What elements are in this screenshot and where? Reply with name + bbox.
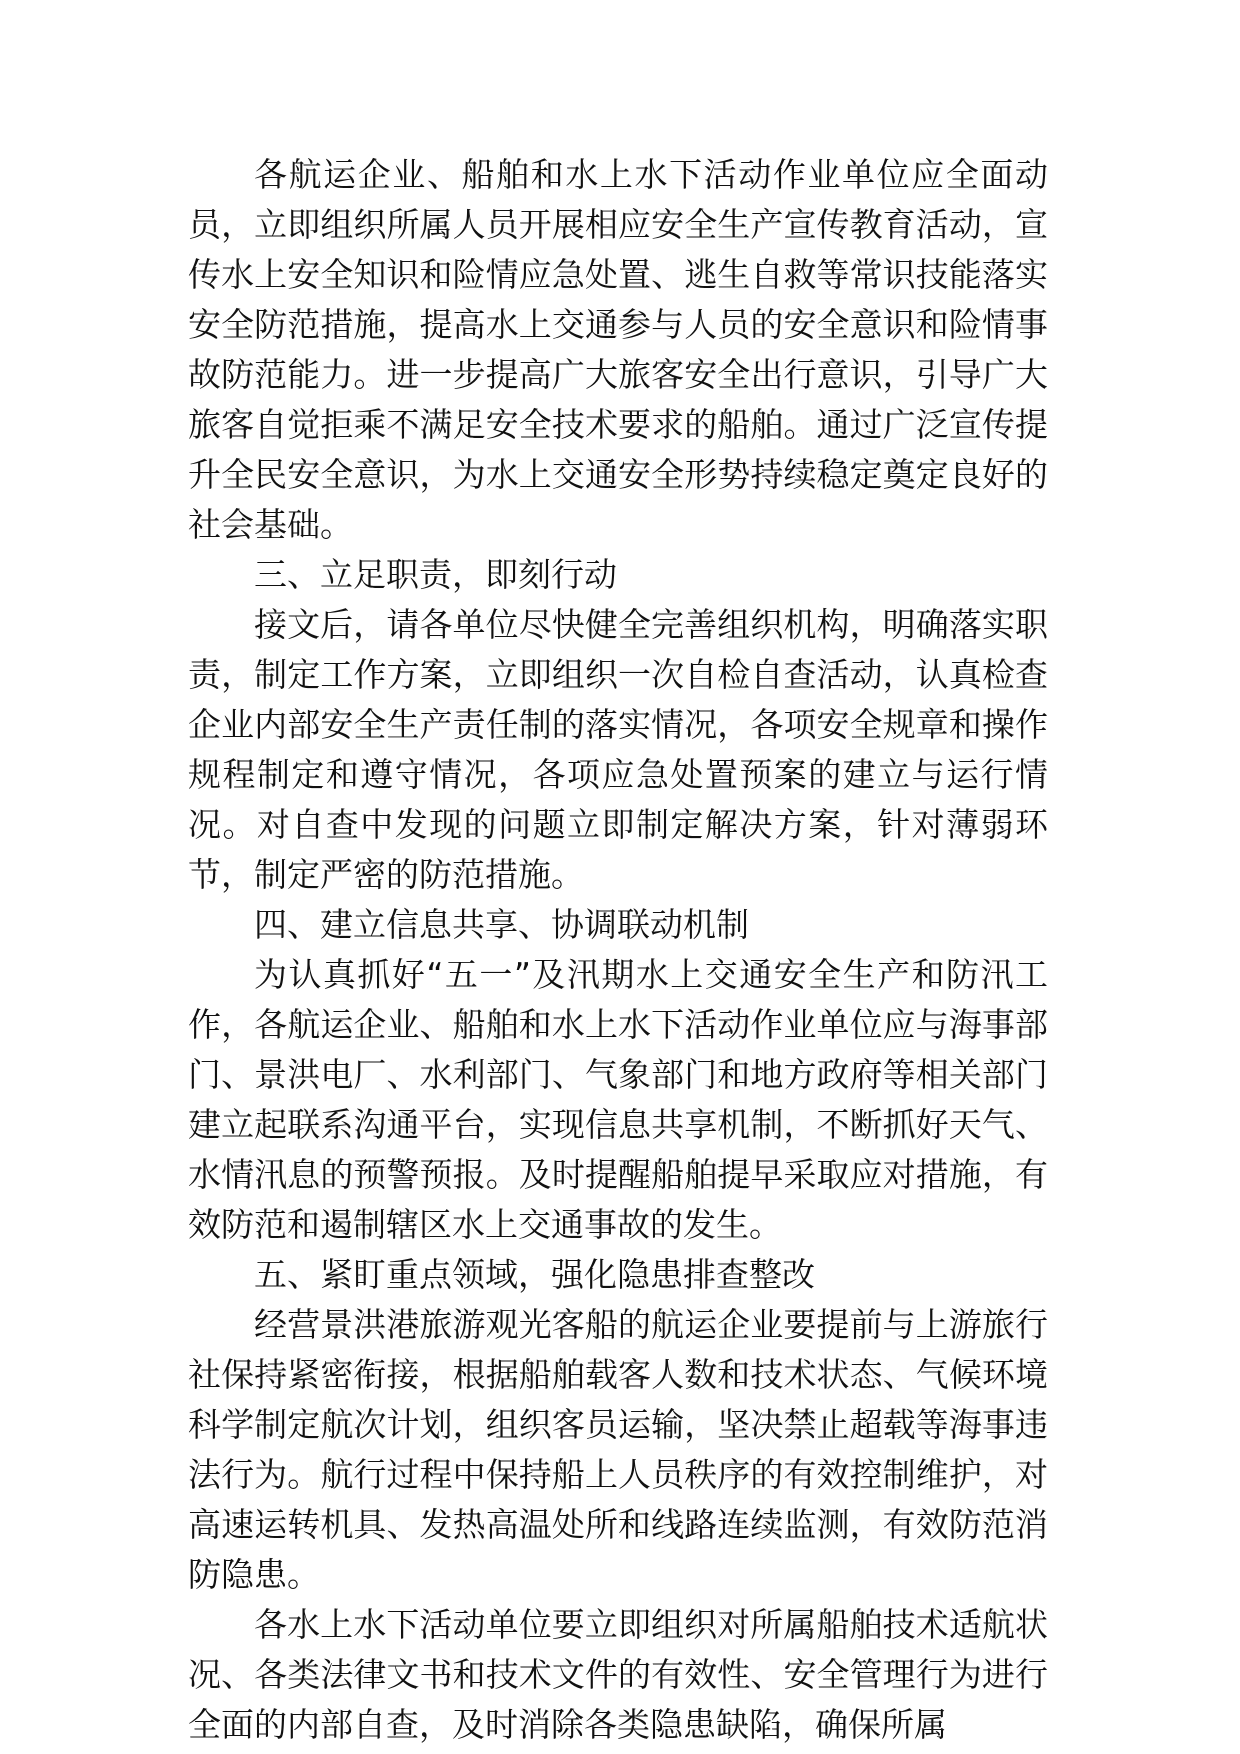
section-heading-3: 三、立足职责，即刻行动 <box>254 555 617 594</box>
document-page <box>188 150 1048 1750</box>
paragraph-info-sharing: 为认真抓好“五一”及汛期水上交通安全生产和防汛工作，各航运企业、船舶和水上水下活动作业单位应与海事部门、景洪电厂、水利部门、气象部门和地方政府等相关部门建立起联系沟通平台，实现信息共享机制，不断抓好天气、水情汛息的预警预报。及时提醒船舶提早采取应对措施，有效防范和遏制辖区水上交通事故的发生。 <box>188 955 1048 1244</box>
section-heading-5: 五、紧盯重点领域，强化隐患排查整改 <box>254 1255 815 1294</box>
paragraph-underwater-units: 各水上水下活动单位要立即组织对所属船舶技术适航状况、各类法律文书和技术文件的有效性、安全管理行为进行全面的内部自查，及时消除各类隐患缺陷，确保所属 <box>188 1605 1048 1744</box>
paragraph-publicity: 各航运企业、船舶和水上水下活动作业单位应全面动员，立即组织所属人员开展相应安全生产宣传教育活动，宣传水上安全知识和险情应急处置、逃生自救等常识技能落实安全防范措施，提高水上交通参与人员的安全意识和险情事故防范能力。进一步提高广大旅客安全出行意识，引导广大旅客自觉拒乘不满足安全技术要求的船舶。通过广泛宣传提升全民安全意识，为水上交通安全形势持续稳定奠定良好的社会基础。 <box>188 155 1048 544</box>
paragraph-self-inspection: 接文后，请各单位尽快健全完善组织机构，明确落实职责，制定工作方案，立即组织一次自检自查活动，认真检查企业内部安全生产责任制的落实情况，各项安全规章和操作规程制定和遵守情况，各项应急处置预案的建立与运行情况。对自查中发现的问题立即制定解决方案，针对薄弱环节，制定严密的防范措施。 <box>188 605 1048 894</box>
paragraph-passenger-ships: 经营景洪港旅游观光客船的航运企业要提前与上游旅行社保持紧密衔接，根据船舶载客人数和技术状态、气候环境科学制定航次计划，组织客员运输，坚决禁止超载等海事违法行为。航行过程中保持船上人员秩序的有效控制维护，对高速运转机具、发热高温处所和线路连续监测，有效防范消防隐患。 <box>188 1305 1048 1594</box>
section-heading-4: 四、建立信息共享、协调联动机制 <box>254 905 749 944</box>
